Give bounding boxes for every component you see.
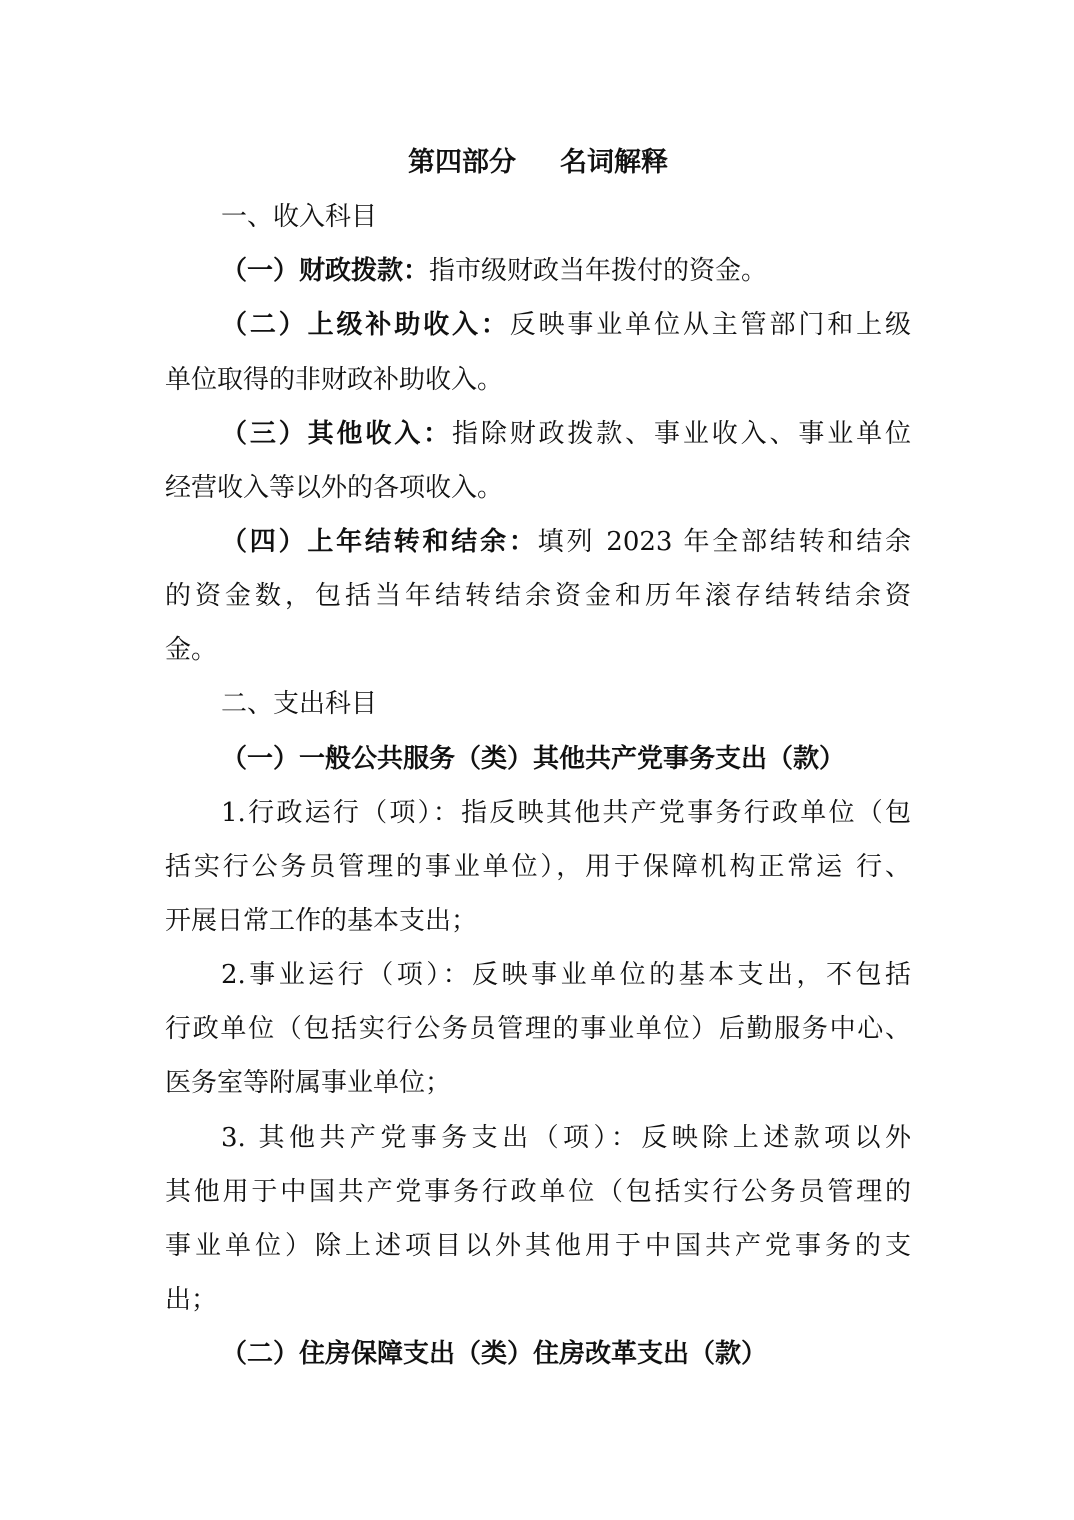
text-line (165, 1327, 911, 1381)
line-text: 金。 (165, 635, 218, 666)
line-text: 其他用于中国共产党事务行政单位（包括实行公务员管理的 (165, 1176, 911, 1207)
text-line (165, 732, 911, 786)
term-label: （一）一般公共服务（类）其他共产党事务支出（款） (221, 743, 846, 774)
line-text: 2.事业运行（项）：反映事业单位的基本支出，不包括 (221, 960, 911, 991)
text-line (165, 1219, 911, 1273)
text-line (165, 894, 911, 948)
text-line (165, 948, 911, 1002)
document-page (165, 136, 911, 1381)
text-line (165, 1273, 911, 1327)
text-line (165, 515, 911, 569)
text-line (165, 407, 911, 461)
line-text: 一、收入科目 (221, 202, 378, 233)
term-label: （四）上年结转和结余： (221, 526, 538, 557)
text-line (165, 461, 911, 515)
text-line (165, 1002, 911, 1056)
line-text: 1.行政运行（项）：指反映其他共产党事务行政单位（包 (221, 797, 911, 828)
term-label: （一）财政拨款： (221, 256, 430, 287)
line-text: 填列 2023 年全部结转和结余 (537, 526, 911, 557)
line-text: 出； (165, 1284, 218, 1315)
title-heading: 名词解释 (560, 147, 668, 178)
line-text: 的资金数，包括当年结转结余资金和历年滚存结转结余资 (165, 581, 911, 612)
line-text: 医务室等附属事业单位； (165, 1068, 452, 1099)
line-text: 3. 其他共产党事务支出（项）：反映除上述款项以外 (221, 1122, 911, 1153)
text-line (165, 190, 911, 244)
text-line (165, 1111, 911, 1165)
title-part: 第四部分 (408, 147, 516, 178)
line-text: 括实行公务员管理的事业单位），用于保障机构正常运 行、 (165, 851, 911, 882)
line-text: 指市级财政当年拨付的资金。 (429, 256, 768, 287)
text-line (165, 298, 911, 352)
text-line (165, 244, 911, 298)
term-label: （三）其他收入： (221, 418, 452, 449)
line-text: 经营收入等以外的各项收入。 (165, 472, 504, 503)
text-line (165, 1165, 911, 1219)
text-line (165, 786, 911, 840)
text-line (165, 353, 911, 407)
line-text: 单位取得的非财政补助收入。 (165, 364, 504, 395)
line-text: 反映事业单位从主管部门和上级 (509, 310, 911, 341)
text-line (165, 1056, 911, 1110)
text-line (165, 677, 911, 731)
term-label: （二）住房保障支出（类）住房改革支出（款） (221, 1339, 768, 1370)
line-text: 开展日常工作的基本支出； (165, 905, 478, 936)
term-label: （二）上级补助收入： (221, 310, 510, 341)
text-line (165, 840, 911, 894)
line-text: 事业单位）除上述项目以外其他用于中国共产党事务的支 (165, 1230, 911, 1261)
document-body (165, 190, 911, 1381)
line-text: 二、支出科目 (221, 689, 378, 720)
line-text: 行政单位（包括实行公务员管理的事业单位）后勤服务中心、 (165, 1014, 911, 1045)
line-text: 指除财政拨款、事业收入、事业单位 (451, 418, 911, 449)
text-line (165, 623, 911, 677)
page-title (165, 136, 911, 190)
text-line (165, 569, 911, 623)
